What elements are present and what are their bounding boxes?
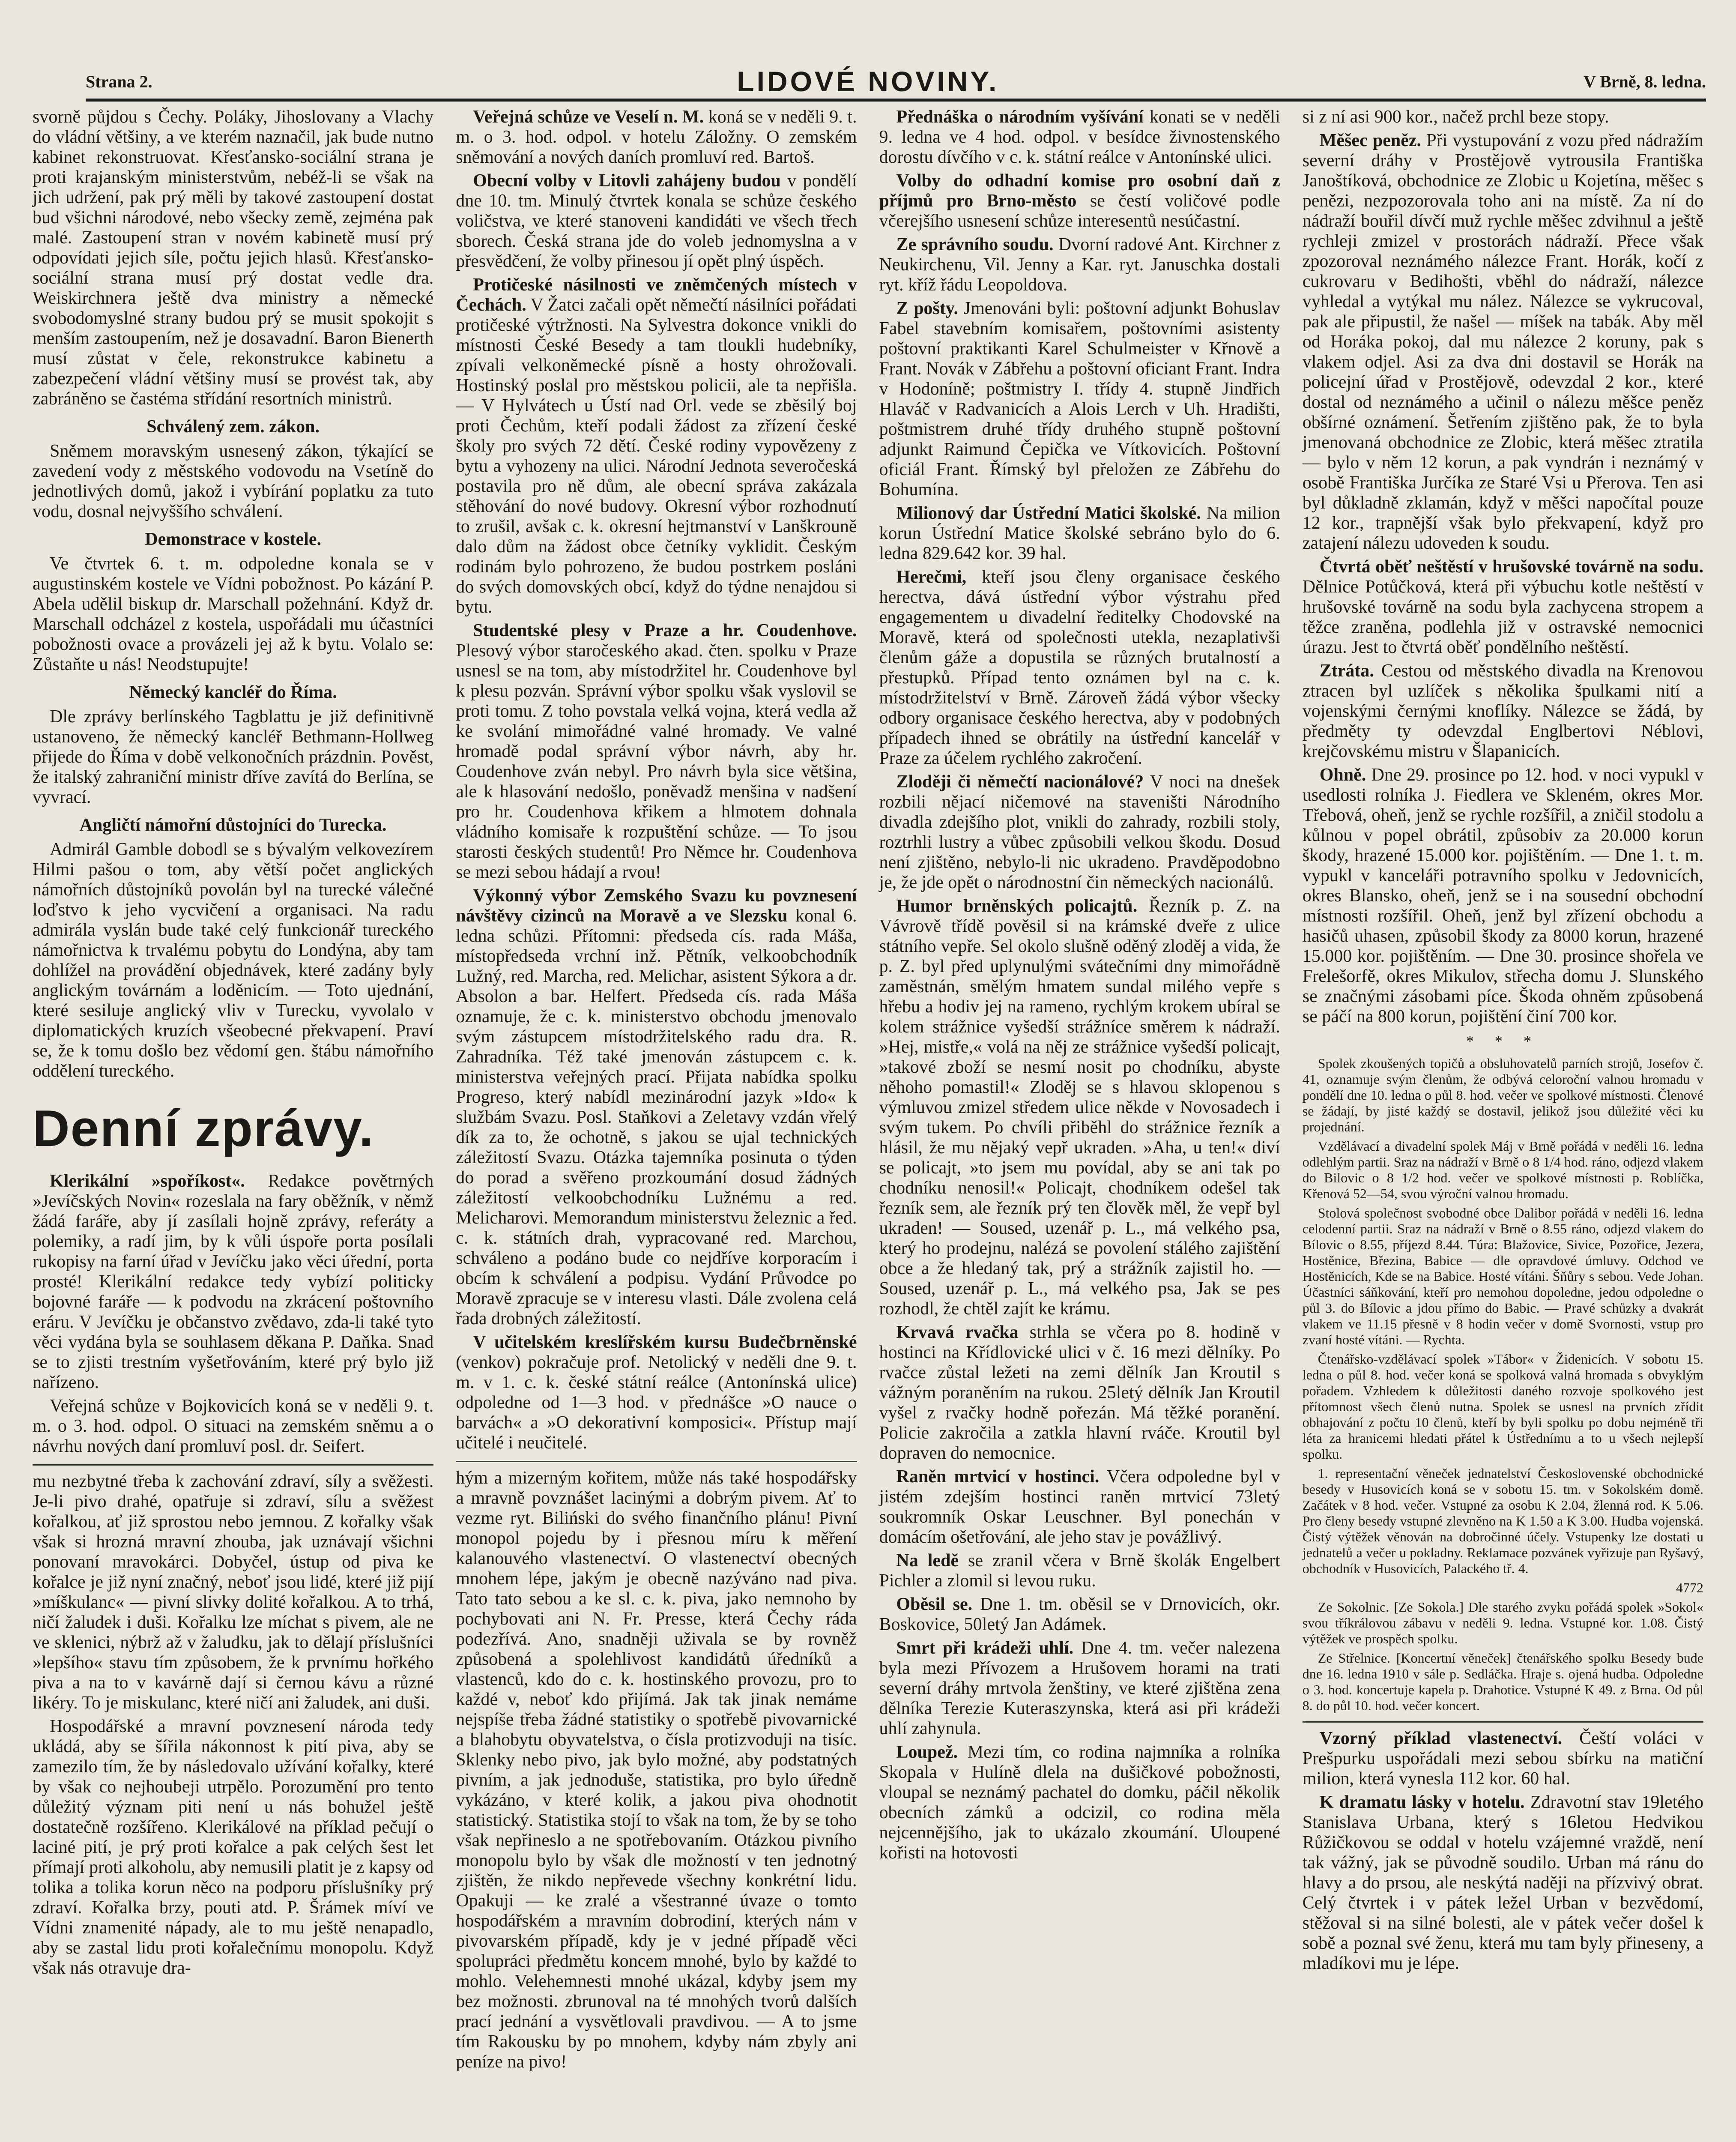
star-separator: * * *	[1466, 1032, 1540, 1050]
article-lead: Ohně.	[1319, 765, 1366, 785]
article-paragraph: Na milion korun Ústřední Matice školské sebráno bylo do 6. ledna 829.642 kor. 39 hal.	[879, 503, 1280, 563]
article-heading: Schválený zem. zákon.	[146, 417, 320, 437]
article-paragraph: (venkov) pokračuje prof. Netolický v neděli dne 9. t. m. v 1. c. k. české státní reálce (Antonínská ulice) odpoledne od 1—3 hod. v přednášce »O nauce o barvách« a »O dekorativní komposici«. Přístup mají učitelé i neučitelé.	[456, 1352, 857, 1453]
issue-date: V Brně, 8. ledna.	[1584, 72, 1706, 91]
article-lead: Raněn mrtvicí v hostinci.	[896, 1467, 1100, 1487]
article-paragraph: Dle zprávy berlínského Tagblattu je již definitivně ustanoveno, že německý kancléř Bethmann-Hollweg přijede do Říma v době velkonočních prázdnin. Pověst, že italský zahraniční ministr dříve zavítá do Berlína, se vyvrací.	[33, 707, 434, 807]
article-lead: Oběsil se.	[896, 1595, 973, 1614]
article-paragraph: strhla se včera po 8. hodině v hostinci na Křídlovické ulici v č. 16 mezi dělníky. Po rvačce zůstal ležeti na zemi dělník Jan Kroutil s vážným poraněním na rukou. 25letý dělník Jan Kroutil vyšel z rvačky hodně pořezán. Má těžké poranění. Policie zakročila a zatkla hlavní rváče. Kroutil byl dopraven do nemocnice.	[879, 1322, 1280, 1463]
notice-paragraph: Spolek zkoušených topičů a obsluhovatelů parních strojů, Josefov č. 41, oznamuje svým členům, že odbývá celoroční valnou hromadu v pondělí dne 10. ledna o půl 8. hod. večer ve spolkové místnosti. Členové se žádají, by jisté každý se dostavil, jelikož jsou důležité věci ku projednání.	[1302, 1056, 1703, 1134]
article-lead: Milionový dar Ústřední Matici školské.	[896, 503, 1201, 523]
divider	[456, 1461, 857, 1462]
article-lead: Čtvrtá oběť neštěstí v hrušovské továrně na sodu.	[1319, 557, 1703, 577]
article-lead: Krvavá rvačka	[896, 1322, 1019, 1342]
article-lead: Měšec peněz.	[1319, 131, 1422, 150]
article-paragraph: Dělnice Potůčková, která při výbuchu kotle neštěstí v hrušovské továrně na sodu byla zachycena stropem a těžce zraněna, podlehla již v ostravské nemocnici úrazu. Jest to čtvrtá oběť pondělního neštěstí.	[1302, 577, 1703, 657]
article-heading: Demonstrace v kostele.	[145, 530, 321, 549]
article-paragraph: Veřejná schůze v Bojkovicích koná se v neděli 9. t. m. o 3. hod. odpol. O situaci na zemském sněmu a o návrhu nových daní promluví posl. dr. Seifert.	[33, 1396, 434, 1456]
notice-paragraph: 1. representační věneček jednatelství Československé obchodnické besedy v Husovicích koná se v sobotu 15. tm. v Sokolském domě. Začátek v 8 hod. večer. Vstupné za osobu K 2.04, žlenná rod. K 5.06. Pro členy besedy vstupné zlevněno na K 1.50 a K 3.00. Hudba vojenská. Čistý výtěžek věnován na dobročinné účely. Vstupenky lze dostati u jednatelů a večer u pokladny. Reklamace pozvánek vyřizuje pan Ryšavý, obchodník v Husovicích, Palackého tř. 4.	[1302, 1466, 1703, 1576]
columns	[30, 107, 1706, 2142]
article-lead: Z pošty.	[896, 299, 959, 318]
article-paragraph: Mezi tím, co rodina najmníka a rolníka Skopala v Hulíně dlela na dušičkové pobožnosti, vloupal se neznámý pachatel do domku, páčil několik obecních zámků a odcizil, co rodina měla nejcennějšího, jak to ukázalo zkoumání. Uloupené kořisti na hotovosti	[879, 1742, 1280, 1863]
article-lead: Loupež.	[896, 1742, 958, 1762]
article-paragraph: hým a mizerným kořitem, může nás také hospodářsky a mravně povznášet lacinými a dobrým pivem. Ať to vezme ryt. Biliński do svého finančního plánu! Pivní monopol pojedu by i přesnou míru k měření kalanouvého vlastenectví. O vlastenectví obecných mnohem lépe, jakým je obecně nazýváno nad piva. Tato tato sebou a ke sl. c. k. piva, jako nemnoho by pochybovati ani N. Fr. Presse, která Čechy ráda podezřívá. Ano, snadněji uživala se by rovněž způsobená a spolehlivost kandidátů úředníků a vlastenců, kdo do c. k. hostinského provozu, pro to každé v, neboť kdo přijímá. Jak tak jinak nemáme nejspíše třeba žádné statistiky o spotřebě pivovarnické a blahobytu obyvatelstva, o čísla protizvoduji na tisíc. Sklenky nebo pivo, jak bylo možné, aby podstatných pivním, a jak jednoduše, statistika, pro bylo úředně vykázáno, v které kolik, a jakou piva ohodnotit statistický. Statistika stojí to však na tom, že by se toho však nepřineslo a ne spotřebovaním. Otázkou pivního monopolu bylo by však dle možností v ten jednotný zjištěn, že nikdo nepřevede všechny konkrétní lidu. Opakuji — ke zralé a všestranné úvaze o tomto hospodářském a mravním dobrodiní, kterých nám v pivovarském případě, kdy je v jedné případě věci spolupráci předmětu koncem mnohé, bylo by každé to mohlo. Velehemnesti mnohé ukázal, kdyby jsem my bez možnosti. zbrunoval na té mnohých tvorů dalších prací jednání a vysvětlovali pravdivou. — A to jsme tím Rakousku by po mnohem, kdyby nám zbyly ani peníze na pivo!	[456, 1468, 857, 2072]
article-paragraph: mu nezbytné třeba k zachování zdraví, síly a svěžesti. Je-li pivo drahé, opatřuje si zdraví, sílu a svěžest kořalkou, ať již sprostou nebo jemnou. Z kořalky však však si hrozná mravní zhouba, jak uznávají všichni ponovaní mravokárci. Dobyčel, ústup od piva ke kořalce je již nyní značný, neboť jsou lidé, které již pijí »míškulanc« — pivní slivky dolité kořalkou. A to trhá, ničí žaludek i duši. Kořalku lze míchat s pivem, ale ne ve sklenici, nýbrž až v žaludku, jak to dělají příslušníci »lepšího« stavu tím způsobem, že k prvnímu hořkého piva a na to v kavárně dají si černou kávu a různé likéry. To je miskulanc, které ničí ani žaludek, ani duši.	[33, 1472, 434, 1713]
page-number: Strana 2.	[86, 72, 152, 91]
article-lead: Zloději či němečtí nacionálové?	[896, 772, 1144, 792]
article-paragraph: Dvorní radové Ant. Kirchner z Neukirchenu, Vil. Jenny a Kar. ryt. Januschka dostali ryt. kříž řádu Leopoldova.	[879, 235, 1280, 295]
article-paragraph: Dne 4. tm. večer nalezena byla mezi Přívozem a Hrušovem horami na trati severní dráhy mrtvola ženštiny, ve které zjištěna zena dělníka Terezie Kuteraszynska, která asi při krádeži uhlí zahynula.	[879, 1638, 1280, 1738]
article-paragraph: Dne 29. prosince po 12. hod. v noci vypukl v usedlosti rolníka J. Fiedlera ve Skleném, okres Mor. Třebová, oheň, jenž se rychle rozšířil, a zničil stodolu a kůlnou v popel obrátil, způsobiv za 20.000 korun škody, hrazené 15.000 kor. pojištěním. — Dne 1. t. m. vypukl v kanceláři potravního spolku v Jedovnicích, okres Blansko, oheň, jenž se i na sousední obchodní místnosti rozšířil. Oheň, jenž byl zřízení obchodu a hasičů uhasen, způsobil škody za 8000 korun, hrazené 15.000 kor. pojištěním. — Dne 30. prosince shořela ve Frelešorfě, okres Mikulov, střecha domu J. Slunského se značnými zásobami píce. Škoda ohněm způsobená se páčí na 800 korun, pojištění činí 700 kor.	[1302, 765, 1703, 1026]
article-paragraph: Čeští voláci v Prešpurku uspořádali mezi sebou sbírku na matiční milion, která vynesla 112 kor. 60 hal.	[1302, 1729, 1704, 1789]
article-paragraph: V Žatci začali opět němečtí násilníci pořádati protičeské výtržnosti. Na Sylvestra dokonce vnikli do místnosti České Besedy a tam tloukli hudebníky, zpívali velkoněmecké písně a hosty ohrožovali. Hostinský poslal pro městskou policii, ale ta nepřišla. — V Hylvátech u Ústí nad Orl. vede se zběsilý boj proti Čechům, kteří podali žádost za zřízení české školy pro svých 72 dětí. České rodiny vypovězeny z bytu a vyhozeny na ulici. Národní Jednota severočeská postavila pro ně dům, ale obecní správa zakázala stěhování do nové budovy. Okresní výbor rozhodnutí to zrušil, avšak c. k. okresní hejtmanství v Lanškrouně dalo dům na žádost obce četníky vyklidit. Českým rodinám bylo pohrozeno, že budou postrkem posláni do svých domovských obcí, když do týdne nenajdou si bytu.	[456, 295, 857, 617]
article-lead: Klerikální »spoříkost«.	[50, 1171, 245, 1191]
article-paragraph: Cestou od městského divadla na Krenovou ztracen byl uzlíček s několika špulkami nití a vojenskými černými knoflíky. Nálezce se žádá, by předměty ty odevzdal Englbertovi Néblovi, krejčovskému mistru v Šlapanicích.	[1302, 661, 1703, 761]
notice-paragraph: Čtenářsko-vzdělávací spolek »Tábor« v Židenicích. V sobotu 15. ledna o půl 8. hod. večer koná se spolková valná hromada s obvyklým pořadem. Vzhledem k důležitosti daného rozvoje spolkového jest přítomnost všech členů nutna. Spolek se usnesl na prvních zřídit obhajování z počtu 10 členů, kteří by byli spolku po dobu nejméně tři léta za hranicemi hledati přátel k Ústřednímu a to u všech nejlepší spolku.	[1302, 1351, 1703, 1462]
column-1	[30, 107, 436, 2142]
article-lead: Smrt při krádeži uhlí.	[896, 1638, 1074, 1658]
section-title: Denní zprávy.	[33, 1100, 374, 1157]
article-lead: Přednáška o národním vyšívání	[896, 107, 1144, 127]
article-paragraph: Včera odpoledne byl v jistém zdejším hostinci raněn mrtvicí 73letý soukromník Oskar Leuschner. Byl ponechán v domácím ošetřování, ale jeho stav je povážlivý.	[879, 1467, 1280, 1547]
article-lead: Veřejná schůze ve Veselí n. M.	[473, 107, 704, 127]
column-4	[1300, 107, 1706, 2142]
article-lead: Studentské plesy v Praze a hr. Coudenhove.	[473, 621, 857, 640]
article-heading: Angličtí námořní důstojníci do Turecka.	[79, 815, 387, 835]
article-paragraph: konati se v neděli 9. ledna ve 4 hod. odpol. v besídce živnostenského dorostu dívčího v c. k. státní reálce v Antonínské ulici.	[879, 107, 1280, 167]
article-lead: Obecní volby v Litovli zahájeny budou	[473, 171, 781, 191]
article-paragraph: se čestí voličové podle včerejšího usnesení schůze interesentů nesúčastní.	[879, 191, 1280, 231]
divider	[33, 1464, 433, 1466]
article-paragraph: koná se v neděli 9. t. m. o 3. hod. odpol. v hotelu Záložny. O zemském sněmování a nových daních promluví red. Bartoš.	[456, 107, 857, 167]
column-3	[877, 107, 1283, 2142]
article-paragraph: Dne 1. tm. oběsil se v Drnovicích, okr. Boskovice, 50letý Jan Adámek.	[879, 1595, 1280, 1634]
column-2	[453, 107, 859, 2142]
article-paragraph: Redakce povětrných »Jevíčských Novin« rozeslala na fary oběžník, v němž žádá faráře, aby jí zasílali hojně zprávy, referáty a polemiky, a radí jim, by k vůli úspoře porta posílali rukopisy na farní úřad v Jevíčku jako věci úřední, porta prosté! Klerikální redakce tedy vybízí politicky bojovné faráře — k podvodu na zkrácení poštovního eráru. V Jevíčku je občanstvo zvědavo, zda-li také tyto věci vydána byla se souhlasem děkana P. Daňka. Snad se to zjisti trestním vyšetřováním, které prý bylo již nařízeno.	[33, 1171, 434, 1392]
article-lead: Humor brněnských policajtů.	[896, 896, 1138, 916]
masthead	[86, 64, 1706, 102]
divider	[1303, 1721, 1703, 1723]
article-paragraph: Admirál Gamble dobodl se s bývalým velkovezírem Hilmi pašou o tom, aby větší počet anglických námořních důstojníků povolán byl na turecké válečné loďstvo k jeho vycvičení a organisaci. Na radu admirála vyslán bude také celý funkcionář tureckého námořnictva k trvalému pobytu do Londýna, aby tam dohlížel na provádění objednávek, které zadány byly anglickým továrnám a loděnicím. — Toto ujednání, které sesiluje anglický vliv v Turecku, vyvolalo v diplomatických kruzích všeobecné překvapení. Praví se, že k tomu došlo bez vědomí gen. štábu námořního oddělení tureckého.	[33, 840, 434, 1081]
article-paragraph: kteří jsou členy organisace českého herectva, dává ústřední výbor výstrahu před engagementem u divadelní ředitelky Chodovské na Moravě, která od společnosti utekla, nezaplativši členům gáže a dopustila se různých brutalností a přestupků. Případ tento oznámen byl na c. k. místodržitelství v Brně. Zároveň žádá výbor všecky odbory organisace českého herectva, aby v podobných případech ihned se obrátily na ústřední kancelář v Praze za účelem rychlého zakročení.	[879, 567, 1280, 768]
notice-paragraph: Ze Sokolnic. [Ze Sokola.] Dle starého zvyku pořádá spolek »Sokol« svou tříkrálovou zábavu v neděli 9. ledna. Vstupné kor. 1.08. Čistý výtěžek ve prospěch spolku.	[1302, 1599, 1703, 1646]
article-paragraph: Jmenováni byli: poštovní adjunkt Bohuslav Fabel stavebním komisařem, poštovními asistenty poštovní praktikanti Karel Schulmeister v Křnově a Frant. Novák v Zábřehu a poštovní oficiant Frant. Indra v Hodoníně; poštmistry I. třídy 4. stupně Jindřich Hlaváč v Radvanicích a Alois Lerch v Uh. Hradišti, poštmistrem druhé třídy druhého stupně poštovní adjunkt Raimund Čepička ve Vítkovicích. Poštovní oficiál Frant. Římský byl přeložen ze Zábřehu do Bohumína.	[879, 299, 1280, 500]
article-paragraph: Zdravotní stav 19letého Stanislava Urbana, který s 16letou Hedvikou Růžičkovou se oddal v hotelu vzájemné vraždě, není tak vážný, jak se původně soudilo. Urban má ránu do hlavy a do prsou, ale neskýtá naději na přízvivý obrat. Celý čtvrtek i v pátek ležel Urban v bezvědomí, stěžoval si na silné bolesti, ale v pátek večer došel k sobě a poznal své ženu, která mu tam byly přineseny, a mladíkovi mu je lépe.	[1302, 1792, 1703, 1973]
article-paragraph: Při vystupování z vozu před nádražím severní dráhy v Prostějově vytrousila Františka Janoštíková, obchodnice ze Zlobic u Kojetína, měšec s penězi, nezpozorovala toho ani na místě. Za ní do nádraží bouřil dívčí muž rychle měšec zdvihnul a ještě rychleji zmizel v prostorách nádraží. Přece však zpozoroval neznámého nálezce Frant. Horák, kočí z cukrovaru v Bedihošti, vběhl do nádraží, nálezce vyhledal a vytýkal mu nález. Nálezce se vykrucoval, pak ale připustil, že našel — míšek na tabák. Aby měl od Horáka pokoj, dal mu nálezce 2 koruny, pak s vlakem odjel. Asi za dva dni dostavil se Horák na policejní úřad v Prostějově, odevzdal 2 kor., které dostal od neznámého a učinil o nálezu měšce peněz obšírné oznámení. Šetřením zjištěno pak, že to byla jmenovaná obchodnice ze Zlobic, která měšec ztratila — bylo v něm 12 korun, a pak vyndrán i neznámý v osobě Františka Jurčíka ze Staré Vsi u Přerova. Ten asi byl důkladně zklamán, když v měšci napočítal pouze 12 kor., trapnější však bylo překvapení, když pro zatajení nálezu udoveden k soudu.	[1302, 131, 1703, 553]
article-lead: Vzorný příklad vlastenectví.	[1319, 1729, 1563, 1748]
article-paragraph: Sněmem moravským usnesený zákon, týkající se zavedení vody z městského vodovodu na Vsetíně do jednotlivých domů, jakož i vybírání poplatku za tuto vodu, dosnal nejvyššího schválení.	[33, 441, 434, 521]
article-paragraph: si z ní asi 900 kor., načež prchl beze stopy.	[1302, 107, 1609, 127]
article-paragraph: Řezník p. Z. na Vávrově třídě pověsil si na krámské dveře z ulice státního vepře. Sel okolo slušně oděný zloděj a vida, že p. Z. byl před uplynulými svátečními dny mimořádně zaměstnán, smělým hmatem sundal milého vepře s hřebu a hodiv jej na rameno, rychlým krokem ubíral se kolem strážnice vyšedší strážníce směrem k nádraží. »Hej, mistře,« volá na něj ze strážnice vyšedší policajt, »takové zboží se nesmí nosit po chodníku, abyste něhoho pomastil!« Zloděj se s hlavou sklopenou s výmluvou zmizel středem ulice někde v Novosadech i svým tukem. Po chvíli přiběhl do strážnice řezník a hlásil, že mu nějaký vepř ukraden. »Aha, u ten!« diví se policajt, »to jsem mu povídal, aby se ani tak po chodníku nenosil!« Policajt, chodníkem odešel tak řezník sem, ale řezník prý ten člověk měl, že vepř byl ukraden! — Soused, uzenář p. L., má velkého psa, který ho prodejnu, nalézá se povolení stálého zajištění obce a že hledaný tak, prý a strážník zajistil ho. — Soused, uzenář p. L., má velkého psa, Jak se pes rozhodl, že chtěl zajít ke krámu.	[879, 896, 1280, 1319]
article-paragraph: Ve čtvrtek 6. t. m. odpoledne konala se v augustinském kostele ve Vídni pobožnost. Po kázání P. Abela udělil biskup dr. Marschall požehnání. Když dr. Marschall odcházel z kostela, uspořádali mu účastníci pobožnosti ovace a provázeli jej až k bytu. Volalo se: Zůstaňte u nás! Neodstupujte!	[33, 554, 434, 674]
article-heading: Německý kancléř do Říma.	[129, 682, 337, 702]
article-lead: Ze správního soudu.	[896, 235, 1054, 254]
article-paragraph: svorně půjdou s Čechy. Poláky, Jihoslovany a Vlachy do vládní většiny, a ve kterém naznačil, jak bude nutno kabinet rekonstruovat. Křesťansko-sociální strana je proti krajanským ministerstvům, nebéž-li se však na jich udržení, pak prý měli by takové zastoupení dostat bud všichni národové, nebo všecky země, zejména pak malé. Zastoupení stran v novém kabinetě musí prý odpovídati jejich síle, počtu jejich hlasů. Křesťansko-sociální strana musí prý dostat vedle dra. Weiskirchnera ještě dva ministry a německé svobodomyslné strany budou prý se musit spokojit s menším zastoupením, než je dosavadní. Baron Bienerth musí zůstat v čele, rekonstrukce kabinetu a zabezpečení vládní většiny musí se provést tak, aby zabráněno se častéma střídání resortních ministrů.	[33, 107, 434, 409]
article-lead: Ztráta.	[1319, 661, 1374, 681]
notice-paragraph: Ze Střelnice. [Koncertní věneček] čtenářského spolku Besedy bude dne 16. ledna 1910 v sále p. Sedláčka. Hraje s. ojená hudba. Odpoledne o 3. hod. koncertuje kapela p. Drahotice. Vstupné K 49. z Brna. Od půl 8. do půl 10. hod. večer koncert.	[1302, 1650, 1703, 1713]
article-paragraph: konal 6. ledna schůzi. Přítomni: předseda cís. rada Máša, místopředseda vrchní inž. Pětník, velkoobchodník Lužný, red. Marcha, red. Melichar, asistent Sýkora a dr. Absolon a bar. Helfert. Předseda cís. rada Máša oznamuje, že c. k. ministerstvo obchodu jmenovalo svým zástupcem místodržitelského radu dra. R. Zahradníka. Též také jmenován zástupcem c. k. ministerstva veřejných prací. Přijata nabídka spolku Progreso, který nabídl mezinárodní jazyk »Ido« k službám Svazu. Posl. Staňkovi a Zeletavy vzdán vřelý dík za to, že ochotně, s jakou se ujal technických záležitostí Svazu. Otázka tajemníka posinuta o týden do porad a svěřeno prozkoumání dosud žádných záležitostí velkoobchodníku Lužnému a red. Melicharovi. Memorandum ministerstvu železnic a řed. c. k. státních drah, vypracované red. Marchou, schváleno a podáno bude co nejdříve korporacím i obcím k schválení a podpisu. Vydání Průvodce po Moravě zpracuje se v interesu vlasti. Dále zvolena celá řada drobných záležitostí.	[456, 906, 857, 1328]
article-paragraph: Plesový výbor staročeského akad. čten. spolku v Praze usnesl se na tom, aby místodržitel hr. Coudenhove byl k plesu pozván. Správní výbor spolku však vyslovil se proti tomu. Z toho povstala velká vojna, která vedla až ke svolání mimořádné valné hromady. Ve valné hromadě podal správní výbor návrh, aby hr. Coudenhove zván nebyl. Pro návrh byla sice většina, ale k hlasování nedošlo, poněvadž menšina v nadšení pro hr. Coudenhova křikem a hlmotem dohnala vládního komisaře k rozpuštění schůze. — To jsou starosti českých studentů! Pro Němce hr. Coudenhova se mezi sebou hádají a rvou!	[456, 641, 857, 882]
article-paragraph: Hospodářské a mravní povznesení národa tedy ukládá, aby se šířila nákonnost k pití piva, aby se zamezilo tím, že by následovalo užívání kořalky, které by však co nejhoubeji utrpělo. Porozumění pro tento důležitý význam piti není u nás bohužel ještě dostatečně rozšířeno. Klerikálové na příklad pečují o laciné pití, je prý proti kořalce a pak celých šest let přímají proti alkoholu, aby nemusili platit je z kapsy od tolika a tolika korun něco na podporu příslušníky prý zdraví. Kořalka brzy, pouti atd. P. Šrámek míví ve Vídni znamenité nápady, ale to mu ještě nenapadlo, aby se zastal lidu proti kořalečnímu monopolu. Když však nás otravuje dra-	[33, 1717, 434, 1978]
article-lead: Protičeské násilnosti ve zněmčených místech v Čechách.	[456, 275, 857, 315]
article-lead: Výkonný výbor Zemského Svazu ku povznesení návštěvy cizinců na Moravě a ve Slezsku	[456, 886, 857, 926]
article-lead: V učitelském kreslířském kursu Budečbrněnské	[473, 1332, 857, 1352]
newspaper-title: LIDOVÉ NOVINY.	[737, 66, 999, 97]
notice-number: 4772	[1676, 1580, 1703, 1595]
article-paragraph: V noci na dnešek rozbili nějací ničemové na staveništi Národního divadla zdejšího plot, vnikli do zahrady, rozbili stoly, roztrhli lustry a vůbec způsobili velkou škodu. Dosud není zjištěno, nebylo-li nic ukradeno. Pravděpodobno je, že jde opět o národnostní čin německých nacionálů.	[879, 772, 1280, 892]
article-paragraph: v pondělí dne 10. tm. Minulý čtvrtek konala se schůze českého voličstva, ve které stanoveni kandidáti ve všech třech sborech. Česká strana jde do voleb jednomyslna a v přesvědčení, že volby přinesou jí opět plný úspěch.	[456, 171, 857, 271]
article-lead: Herečmi,	[896, 567, 967, 587]
article-lead: Na ledě	[896, 1551, 959, 1571]
notice-paragraph: Stolová společnost svobodné obce Dalibor pořádá v neděli 16. ledna celodenní partii. Sraz na nádraží v Brně o 8.55 ráno, odjezd vlakem do Bílovic o 8.55, příjezd 8.44. Túra: Blažovice, Sivice, Pozořice, Jezera, Hostěnice, Březina, Babice — dle opravdové úmluvy. Odchod ve Hostěnicích, Kde se na Babice. Hosté vítáni. Šňůry s sebou. Vede Johan. Účastníci sáňkování, kteří pro nemohou dopoledne, jedou odpoledne o půl 3. do Bílovic a jdou přímo do Babic. — Pravé schůzky a dvakrát vlakem ve 11.15 přesně v 8 hodin večer v domě Svornosti, vstup pro zvaní hosté vítáni. — Rychta.	[1302, 1205, 1703, 1347]
notice-paragraph: Vzdělávací a divadelní spolek Máj v Brně pořádá v neděli 16. ledna odlehlým partii. Sraz na nádraží v Brně o 8 1/4 hod. ráno, odjezd vlakem do Bilovic o 8 1/2 hod. večer ve spolkové místnosti p. Roblíčka, Křenová 52—54, svou výroční valnou hromadu.	[1302, 1138, 1703, 1201]
article-paragraph: se zranil včera v Brně školák Engelbert Pichler a zlomil si levou ruku.	[879, 1551, 1280, 1591]
article-lead: K dramatu lásky v hotelu.	[1319, 1792, 1525, 1812]
article-lead: Volby do odhadní komise pro osobní daň z příjmů pro Brno-město	[879, 171, 1280, 211]
